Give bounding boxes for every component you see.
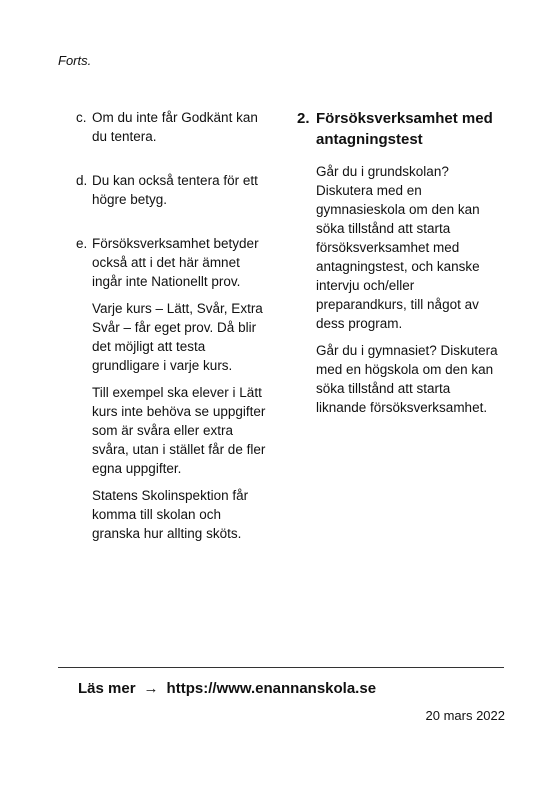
- sub-paragraph: Varje kurs – Lätt, Svår, Extra Svår – får eget prov. Då blir det möjligt att testa grundligare i varje kurs.: [92, 301, 263, 373]
- sub-paragraph: Statens Skolinspektion får komma till skolan och granska hur allting sköts.: [92, 488, 249, 541]
- section-number: 2.: [297, 110, 310, 127]
- list-item-text: Du kan också tentera för ett högre betyg.: [92, 173, 258, 207]
- list-item-c: [76, 108, 271, 146]
- footer-divider: [58, 667, 504, 668]
- list-item-text: Försöksverksamhet betyder också att i det här ämnet ingår inte Nationellt prov.: [92, 236, 259, 289]
- section-title: Försöksverksamhet med antagningstest: [316, 110, 493, 148]
- paragraph: Går du i grundskolan? Diskutera med en gymnasieskola om den kan söka tillstånd att starta försöksverksamhet med antagningstest, och kanske intervju och/eller preparandkurs, till något av dess program.: [316, 164, 480, 331]
- list-marker: d.: [76, 173, 88, 188]
- section-body: [316, 162, 502, 417]
- list-item-text: Om du inte får Godkänt kan du tentera.: [92, 110, 258, 144]
- list-item-d: [76, 171, 271, 209]
- list-marker: c.: [76, 110, 87, 125]
- website-link[interactable]: https://www.enannanskola.se: [166, 680, 377, 697]
- continued-label: Forts.: [58, 53, 92, 68]
- paragraph: Går du i gymnasiet? Diskutera med en högskola om den kan söka tillstånd att starta liknande försöksverksamhet.: [316, 343, 498, 415]
- read-more-label: Läs mer: [78, 680, 136, 697]
- read-more: [78, 680, 376, 697]
- list-marker: e.: [76, 236, 88, 251]
- left-column: [76, 108, 271, 543]
- sub-paragraph: Till exempel ska elever i Lätt kurs inte behöva se uppgifter som är svåra eller extra svåra, utan i stället får de fler egna uppgifter.: [92, 385, 266, 476]
- section-heading: [297, 108, 502, 150]
- document-date: 20 mars 2022: [425, 708, 505, 723]
- right-column: [297, 108, 502, 425]
- right-arrow-icon: →: [143, 680, 159, 697]
- list-item-e: [76, 234, 271, 291]
